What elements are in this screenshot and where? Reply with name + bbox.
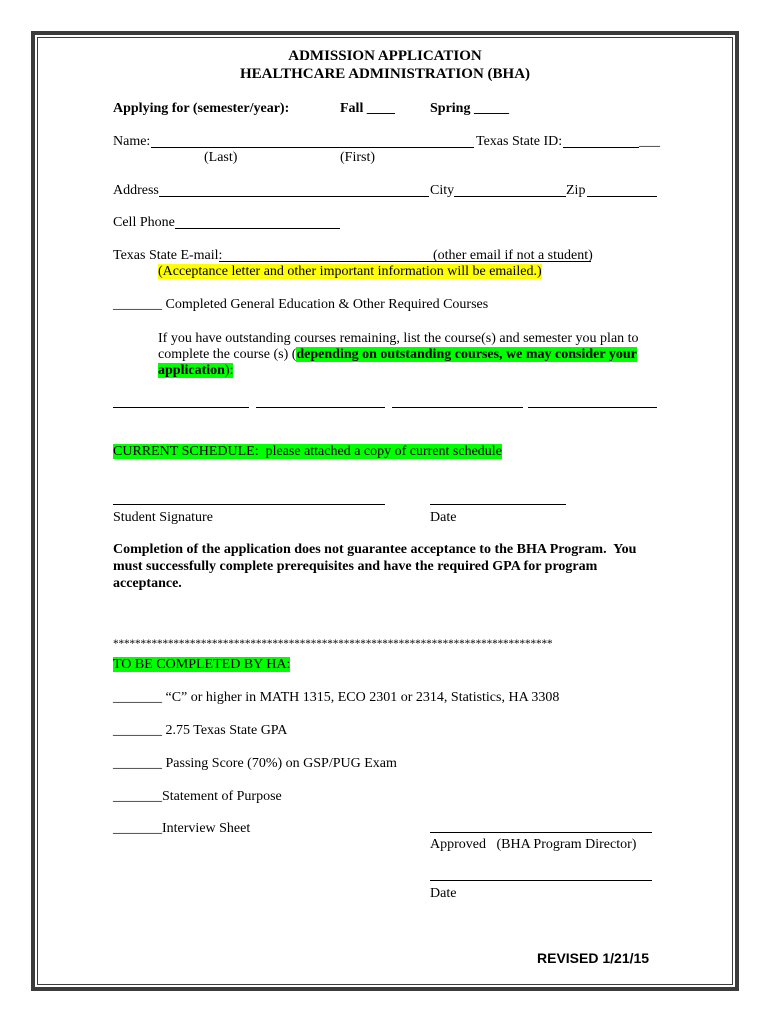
separator-stars: ******************************************************************************** <box>113 638 553 650</box>
current-schedule-note: CURRENT SCHEDULE: please attached a copy of current schedule <box>113 444 502 459</box>
approval-signature-field[interactable] <box>430 832 652 833</box>
first-name-caption: (First) <box>340 150 375 165</box>
outstanding-courses-line3: application <box>158 363 225 378</box>
checklist-item-exam[interactable]: _______ Passing Score (70%) on GSP/PUG Exam <box>113 756 397 771</box>
id-field-tail: ___ <box>639 134 660 149</box>
checklist-item-statement[interactable]: _______Statement of Purpose <box>113 789 282 804</box>
course-field-2[interactable] <box>256 407 385 408</box>
last-name-caption: (Last) <box>204 150 238 165</box>
form-subtitle: HEALTHCARE ADMINISTRATION (BHA) <box>239 66 531 82</box>
spring-blank[interactable]: Spring _____ <box>430 101 509 116</box>
approval-date-label: Date <box>430 886 457 901</box>
outstanding-courses-highlight: depending on outstanding courses, we may consider your <box>296 347 637 362</box>
approval-date-field[interactable] <box>430 880 652 881</box>
checklist-item-gpa[interactable]: _______ 2.75 Texas State GPA <box>113 723 288 738</box>
email-label: Texas State E-mail: <box>113 248 223 263</box>
outstanding-courses-line2: complete the course (s) ( <box>158 347 297 362</box>
texas-state-id-field[interactable] <box>563 147 639 148</box>
disclaimer-line2: must successfully complete prerequisites and have the required GPA for program <box>113 559 598 574</box>
to-be-completed-heading: TO BE COMPLETED BY HA: <box>113 657 291 672</box>
course-field-1[interactable] <box>113 407 249 408</box>
gen-ed-checkline[interactable]: _______ Completed General Education & Other Required Courses <box>113 297 489 312</box>
checklist-item-interview[interactable]: _______Interview Sheet <box>113 821 251 836</box>
cell-phone-label: Cell Phone <box>113 215 175 230</box>
student-signature-field[interactable] <box>113 504 385 505</box>
approved-label: Approved (BHA Program Director) <box>430 837 637 852</box>
disclaimer-line1: Completion of the application does not guarantee acceptance to the BHA Program. You <box>113 542 637 557</box>
student-signature-label: Student Signature <box>113 510 213 525</box>
address-label: Address <box>113 183 159 198</box>
signature-date-field[interactable] <box>430 504 566 505</box>
name-label: Name: <box>113 134 151 149</box>
course-field-3[interactable] <box>392 407 523 408</box>
city-field[interactable] <box>454 196 566 197</box>
applying-label: Applying for (semester/year): <box>113 101 290 116</box>
zip-field[interactable] <box>587 196 657 197</box>
city-label: City <box>430 183 455 198</box>
signature-date-label: Date <box>430 510 457 525</box>
outstanding-courses-line1: If you have outstanding courses remaining, list the course(s) and semester you plan to <box>158 331 639 346</box>
revised-date: REVISED 1/21/15 <box>537 950 650 966</box>
other-email-note: (other email if not a student) <box>433 248 593 263</box>
name-field[interactable] <box>151 147 474 148</box>
course-field-4[interactable] <box>528 407 657 408</box>
disclaimer-line3: acceptance. <box>113 576 182 591</box>
outstanding-courses-line3-end: ): <box>224 363 234 378</box>
cell-phone-field[interactable] <box>175 228 340 229</box>
checklist-item-prereqs[interactable]: _______ “C” or higher in MATH 1315, ECO 2301 or 2314, Statistics, HA 3308 <box>113 690 560 705</box>
acceptance-letter-note: (Acceptance letter and other important information will be emailed.) <box>158 264 542 279</box>
form-title: ADMISSION APPLICATION <box>288 48 482 64</box>
zip-label: Zip <box>566 183 586 198</box>
texas-state-id-label: Texas State ID: <box>476 134 563 149</box>
fall-blank[interactable]: Fall ____ <box>340 101 395 116</box>
address-field[interactable] <box>159 196 429 197</box>
